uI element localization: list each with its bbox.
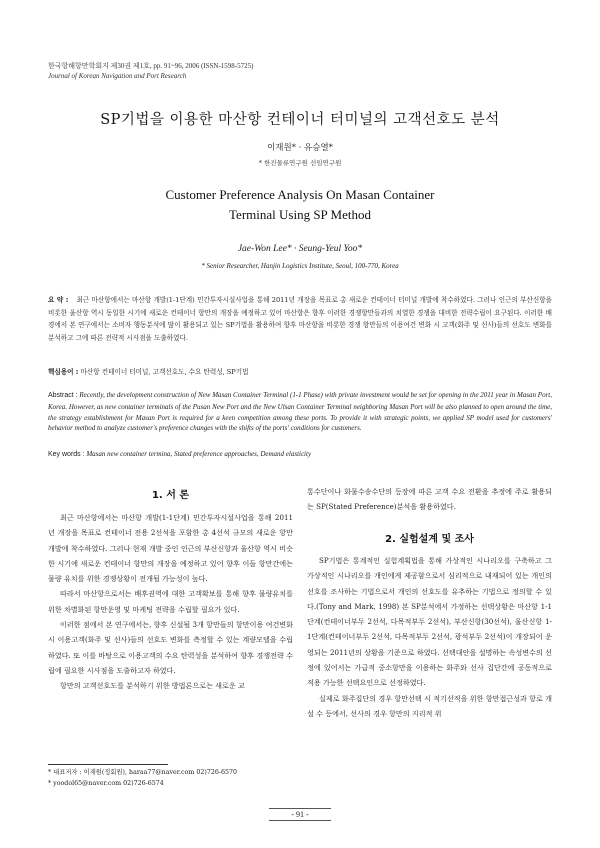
paper-title-english-line1: Customer Preference Analysis On Masan Container [165, 187, 435, 202]
footnote-coauthor: * yoodol65@naver.com 02)726-6574 [48, 780, 164, 787]
journal-name: Journal of Korean Navigation and Port Research [48, 72, 187, 80]
page-number [0, 808, 600, 821]
section-heading-introduction: 1. 서 론 [151, 490, 190, 501]
affiliation-english: * Senior Researcher, Hanjin Logistics Institute, Seoul, 100-770, Korea [201, 262, 399, 270]
paper-title-korean: SP기법을 이용한 마산항 컨테이너 터미널의 고객선호도 분석 [100, 112, 500, 128]
authors-korean: 이재원* · 유승열* [267, 143, 333, 153]
abstract-english [48, 390, 552, 434]
page-number-text: - 91 - [269, 808, 330, 821]
intro-paragraph-1: 최근 마산항에서는 마산항 개발(1-1단계) 민간투자시설사업을 통해 2011년 개장을 목표로 컨테이너 전용 2선석을 포함한 총 4선석 규모의 새로운 항만 개발에 착수하였다. 그러나 현재 개발 중인 인근의 부산신항과 울산항 역시 비슷한 시기에 새로운 컨테이너 항만의 개장을 예정하고 있어 향후 이들 항만간에는 물량 유치를 위한 경쟁상황이 전개될 가능성이 높다. [48, 513, 293, 584]
journal-citation: 한국항해항만학회지 제30권 제1호, pp. 91~96, 2006 (ISSN-1598-5725) [48, 62, 254, 70]
abstract-english-text: Recently, the development construction of New Masan Container Terminal (1-1 Phase) with private investment would be set for opening in the 2011 year in Masan Port, Korea. However, as new container terminals of the Pusan New Port and the New Ulsan Container Terminal neighboring Masan Port will be also planned to open around the time, the strategy establishment for Masan Port is required for a keen competition among these ports. To provide it with strategic points, we applied SP model used for customers' behavior method to analyze customer's preference changes with the shifts of the ports' conditions for customers. [48, 391, 552, 433]
affiliation-korean: * 한진물류연구원 선임연구원 [258, 159, 342, 167]
keywords-english-label: Key words : [48, 451, 85, 458]
intro-paragraph-continued: 통수단이나 화물수송수단의 등장에 따른 고객 수요 전환을 추정에 주로 활용되는 SP(Stated Preference)분석을 활용하였다. [307, 487, 552, 512]
keywords-korean-label: 핵심용어 : [48, 368, 79, 376]
method-paragraph-1: SP기법은 통계적인 실험계획법을 통해 가상적인 시나리오를 구축하고 그 가상적인 시나리오를 개인에게 제공함으로서 심리적으로 내재되어 있는 개인의 선호를 조사하는 기법으로서 개인의 선호도를 유추하는 기법으로 정의할 수 있다.(Tony and Mark, 1998) 본 SP분석에서 가정하는 선택상황은 마산항 1-1단계(컨테이너부두 2선석, 다목적부두 2선석), 부산신항(30선석), 울산신항 1-1단계(컨테이너부두 2선석, 다목적부두 2선석, 광석부두 2선석)이 개장되어 운영되는 2011년의 상황을 기준으로 하였다. 선택대안을 설명하는 속성변수의 선정에 있어서는 가급적 중소항만을 이용하는 화주와 선사 집단간에 공동적으로 적용 가능한 선택요인으로 선정하였다. [307, 556, 552, 688]
keywords-korean-text: 마산항 컨테이너 터미널, 고객선호도, 수요 탄력성, SP기법 [80, 368, 249, 376]
keywords-english [48, 450, 552, 458]
paper-title-english-line2: Terminal Using SP Method [229, 207, 371, 222]
intro-paragraph-3: 이러한 점에서 본 연구에서는, 향후 신설될 3개 항만들의 항만이용 여건변화 시 이용고객(화주 및 선사)들의 선호도 변화를 측정할 수 있는 계량모델을 수립하였다. 또 이를 바탕으로 이용고객의 수요 탄력성을 분석하여 향후 경쟁전략 수립에 필요한 시사점을 도출하고자 하였다. [48, 620, 293, 675]
method-paragraph-2: 실제로 화주집단의 경우 항만선택 시 적기선적을 위한 항만접근성과 항로 개설 수 등에서, 선사의 경우 항만의 지리적 위 [307, 693, 552, 718]
section-heading-experiment-design: 2. 실험설계 및 조사 [385, 534, 474, 545]
abstract-english-label: Abstract : [48, 392, 78, 399]
keywords-english-text: Masan new container termina, Stated preference approaches, Demand elasticity [86, 450, 312, 458]
left-column [48, 510, 293, 694]
abstract-korean-text: 최근 마산항에서는 마산항 개발(1-1단계) 민간투자시설사업을 통해 2011년 개장을 목표로 총 새로운 컨테이너 터미널 개발에 착수하였다. 그러나 인근의 부산신항을 비롯한 울산항 역시 동일한 시기에 새로운 컨테이너 항만의 개장을 예정하고 있어 마산항은 향후 이러한 경쟁항만들과의 치열한 경쟁을 대비한 전략수립이 요구된다. 이러한 배경에서 본 연구에서는 소비자 행동분석에 많이 활용되고 있는 SP기법을 활용하여 향후 마산항을 비롯한 경쟁 항만들의 이용여건 변화 시 고객(화주 및 선사)들의 선호도 변화를 분석하고 그에 따른 전략적 시사점을 도출하였다. [48, 296, 552, 342]
abstract-korean-label: 요 약 : [48, 296, 69, 304]
footnote-corresponding-author: * 대표저자 : 이재원(정회원), haraa77@naver.com 02)726-6570 [48, 769, 238, 776]
intro-paragraph-4: 항만의 고객선호도를 분석하기 위한 방법론으로는 새로운 교 [60, 681, 245, 691]
authors-english: Jae-Won Lee* · Seung-Yeul Yoo* [237, 244, 363, 254]
intro-paragraph-2: 따라서 마산항으로서는 배후권역에 대한 고객확보를 통해 향후 물량유치를 위한 차별화된 항만운영 및 마케팅 전략을 수립할 필요가 있다. [48, 589, 293, 614]
footnote-divider [48, 764, 168, 765]
abstract-korean [48, 294, 552, 344]
right-column [307, 553, 552, 721]
keywords-korean [48, 366, 552, 376]
right-column-top [307, 484, 552, 515]
